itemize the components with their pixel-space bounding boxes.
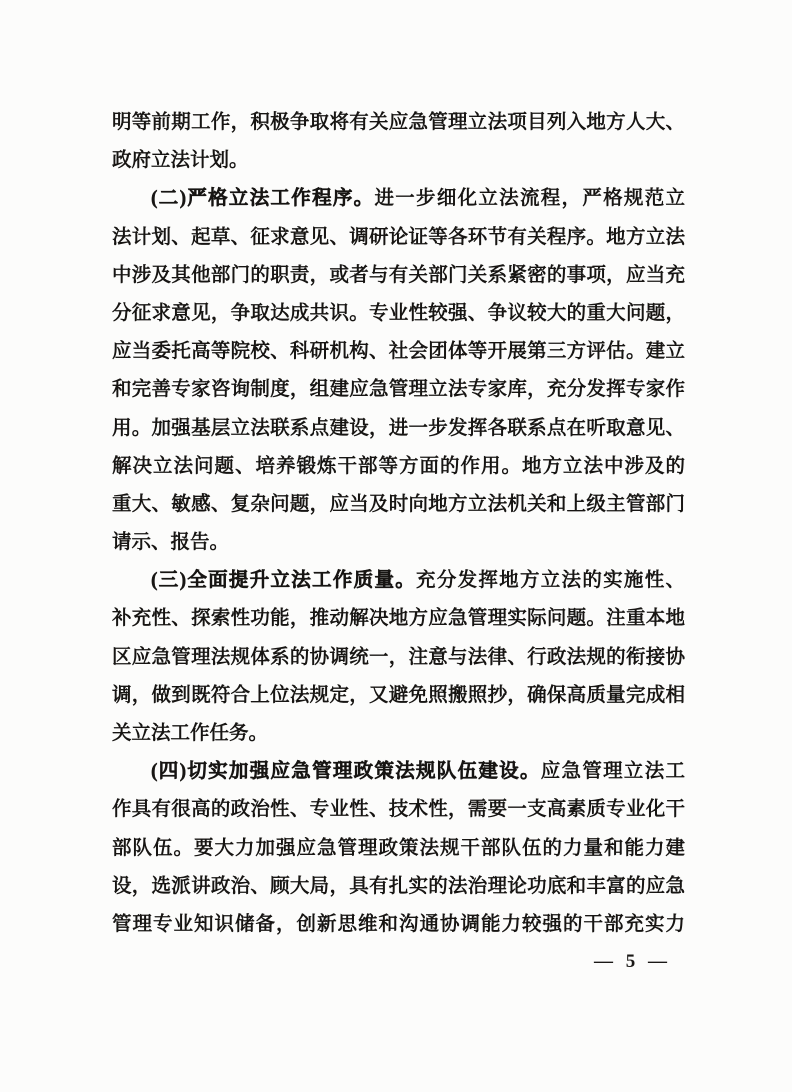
document-line: 明等前期工作，积极争取将有关应急管理立法项目列入地方人大、 — [112, 112, 685, 133]
section-heading-4: (四)切实加强应急管理政策法规队伍建设。 — [151, 761, 541, 783]
document-line: 请示、报告。 — [112, 532, 230, 554]
document-line: 区应急管理法规体系的协调统一，注意与法律、行政法规的衔接协 — [112, 646, 685, 668]
document-line: 分征求意见，争取达成共识。专业性较强、争议较大的重大问题， — [112, 302, 685, 324]
document-line: 和完善专家咨询制度，组建应急管理立法专家库，充分发挥专家作 — [112, 379, 685, 401]
document-line-text: 应急管理立法工 — [540, 761, 685, 783]
document-line: 用。加强基层立法联系点建设，进一步发挥各联系点在听取意见、 — [112, 417, 685, 439]
document-line — [112, 180, 685, 218]
document-line: 关立法工作任务。 — [112, 723, 269, 744]
document-line: 作具有很高的政治性、专业性、技术性，需要一支高素质专业化干 — [112, 799, 685, 821]
document-line: 中涉及其他部门的职责，或者与有关部门关系紧密的事项，应当充 — [112, 264, 685, 286]
document-line: 管理专业知识储备，创新思维和沟通协调能力较强的干部充实力 — [112, 913, 685, 935]
document-line-text: 进一步细化立法流程，严格规范立 — [374, 188, 685, 210]
document-text-block — [112, 104, 685, 944]
document-line: 法计划、起草、征求意见、调研论证等各环节有关程序。地方立法 — [112, 226, 685, 248]
section-heading-3: (三)全面提升立法工作质量。 — [151, 570, 417, 592]
document-line: 应当委托高等院校、科研机构、社会团体等开展第三方评估。建立 — [112, 341, 685, 363]
document-line: 设，选派讲政治、顾大局，具有扎实的法治理论功底和丰富的应急 — [112, 875, 685, 897]
document-line: 政府立法计划。 — [112, 150, 249, 172]
document-line: 调，做到既符合上位法规定，又避免照搬照抄，确保高质量完成相 — [112, 684, 685, 706]
page-number: — 5 — — [594, 951, 667, 972]
document-line — [112, 562, 685, 600]
document-line: 解决立法问题、培养锻炼干部等方面的作用。地方立法中涉及的 — [112, 455, 685, 477]
document-line-text: 充分发挥地方立法的实施性、 — [416, 570, 685, 592]
document-line: 重大、敏感、复杂问题，应当及时向地方立法机关和上级主管部门 — [112, 493, 685, 515]
section-heading-2: (二)严格立法工作程序。 — [151, 188, 375, 210]
document-line — [112, 753, 685, 791]
document-line: 部队伍。要大力加强应急管理政策法规干部队伍的力量和能力建 — [112, 837, 685, 859]
document-line: 补充性、探索性功能，推动解决地方应急管理实际问题。注重本地 — [112, 608, 685, 630]
